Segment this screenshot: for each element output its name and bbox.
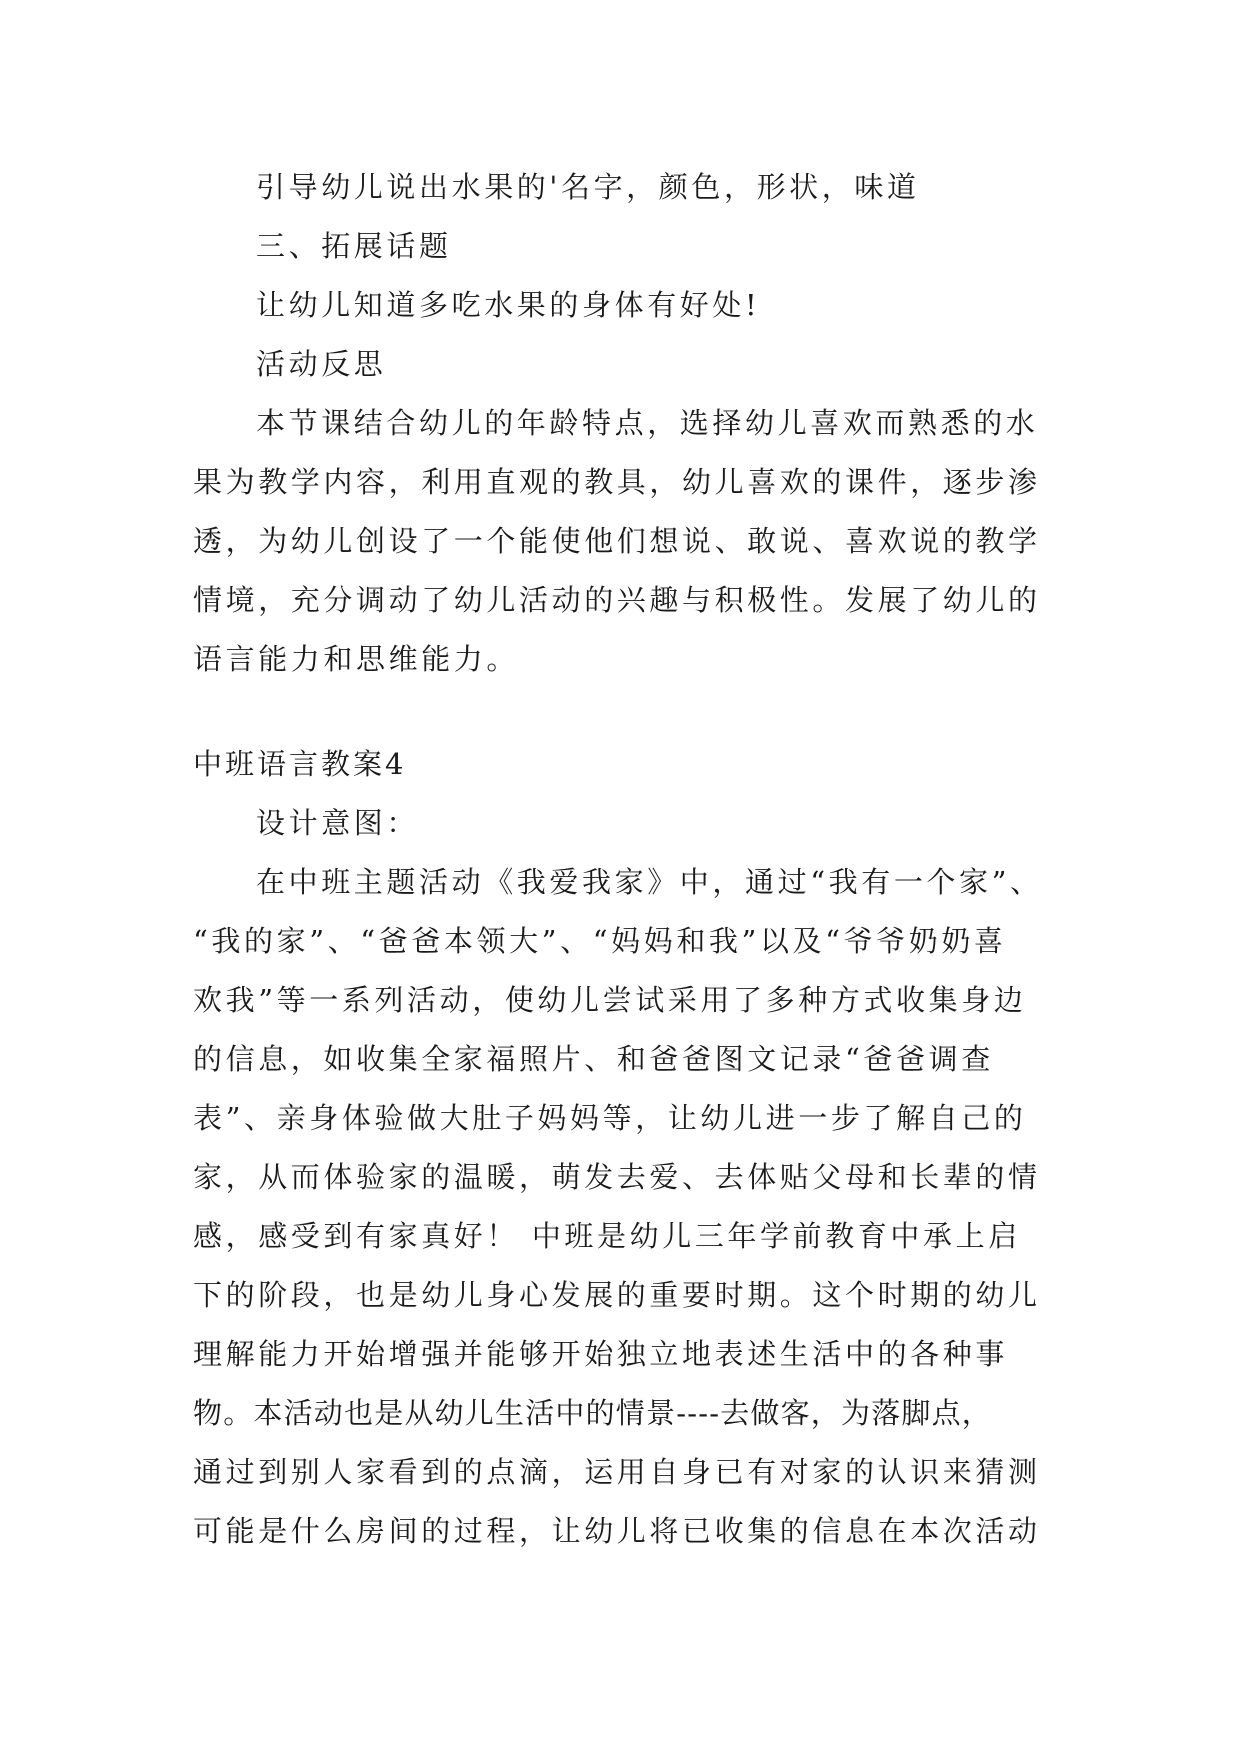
paragraph-line: 表”、亲身体验做大肚子妈妈等，让幼儿进一步了解自己的 [193,1101,1027,1135]
paragraph-line: 的信息，如收集全家福照片、和爸爸图文记录“爸爸调查 [193,1042,994,1076]
paragraph-line: 下的阶段，也是幼儿身心发展的重要时期。这个时期的幼儿 [193,1278,1041,1312]
paragraph-line: 欢我”等一系列活动，使幼儿尝试采用了多种方式收集身边 [193,983,1027,1017]
paragraph-line: 情境，充分调动了幼儿活动的兴趣与积极性。发展了幼儿的 [193,583,1041,617]
paragraph-line: 让幼儿知道多吃水果的身体有好处! [256,288,761,322]
paragraph-line: 引导幼儿说出水果的'名字，颜色，形状，味道 [256,170,920,204]
section-heading: 活动反思 [256,347,387,381]
section-heading: 设计意图： [256,806,420,840]
paragraph-line: 物。本活动也是从幼儿生活中的情景----去做客，为落脚点， [193,1396,992,1430]
lesson-title: 中班语言教案4 [193,747,407,781]
paragraph-line: 果为教学内容，利用直观的教具，幼儿喜欢的课件，逐步渗 [193,465,1041,499]
paragraph-line: 理解能力开始增强并能够开始独立地表述生活中的各种事 [193,1337,1009,1371]
paragraph-line: 感，感受到有家真好！ 中班是幼儿三年学前教育中承上启 [193,1219,1021,1253]
section-heading: 三、拓展话题 [256,229,452,263]
paragraph-line: “我的家”、“爸爸本领大”、“妈妈和我”以及“爷爷奶奶喜 [193,924,1007,958]
paragraph-line: 通过到别人家看到的点滴，运用自身已有对家的认识来猜测 [193,1455,1041,1489]
paragraph-line: 在中班主题活动《我爱我家》中，通过“我有一个家”、 [256,865,1043,899]
paragraph-line: 本节课结合幼儿的年龄特点，选择幼儿喜欢而熟悉的水 [256,406,1039,440]
paragraph-line: 家，从而体验家的温暖，萌发去爱、去体贴父母和长辈的情 [193,1160,1041,1194]
paragraph-line: 透，为幼儿创设了一个能使他们想说、敢说、喜欢说的教学 [193,524,1041,558]
paragraph-line: 可能是什么房间的过程，让幼儿将已收集的信息在本次活动 [193,1514,1041,1548]
paragraph-line: 语言能力和思维能力。 [193,642,520,676]
